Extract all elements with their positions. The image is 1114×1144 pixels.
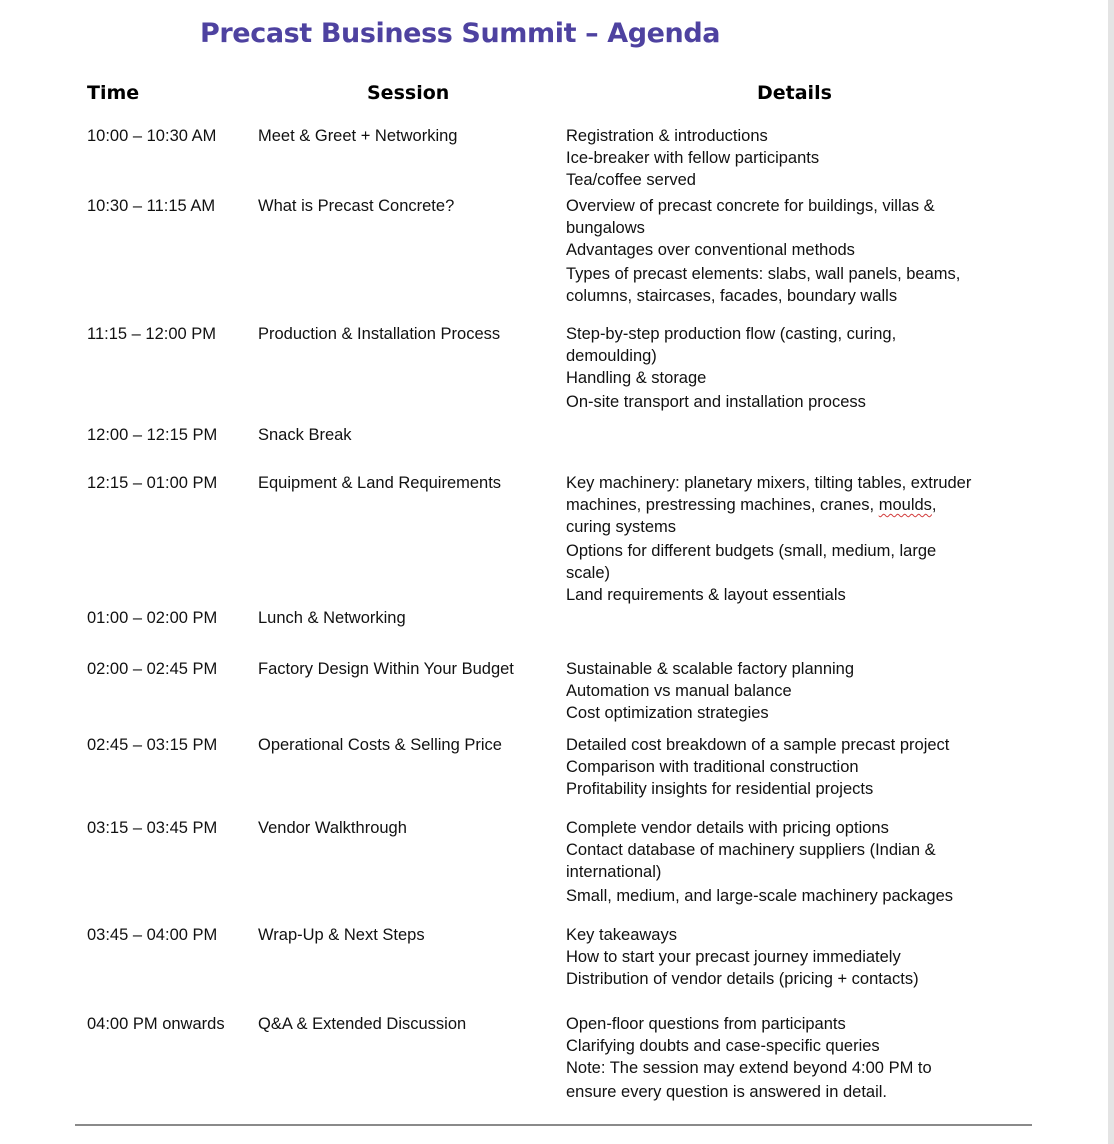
row-details xyxy=(566,125,819,191)
detail-line: Step-by-step production flow (casting, curing, xyxy=(566,325,897,343)
row-details xyxy=(566,658,854,724)
row-details xyxy=(566,323,896,413)
row-session: Q&A & Extended Discussion xyxy=(258,1015,467,1033)
detail-line: Key takeaways xyxy=(566,926,677,944)
detail-line: Types of precast elements: slabs, wall panels, beams, xyxy=(566,265,961,283)
row-session: Snack Break xyxy=(258,426,352,444)
detail-line: columns, staircases, facades, boundary walls xyxy=(566,287,898,305)
detail-line: Profitability insights for residential projects xyxy=(566,780,874,798)
detail-line: curing systems xyxy=(566,518,677,536)
row-time: 03:15 – 03:45 PM xyxy=(87,819,218,837)
row-time: 12:15 – 01:00 PM xyxy=(87,474,218,492)
detail-line: Complete vendor details with pricing options xyxy=(566,819,889,837)
detail-line: Advantages over conventional methods xyxy=(566,241,855,259)
row-time: 04:00 PM onwards xyxy=(87,1015,225,1033)
row-details xyxy=(566,195,960,307)
row-session: Wrap-Up & Next Steps xyxy=(258,926,425,944)
detail-line: Contact database of machinery suppliers (Indian & xyxy=(566,841,936,859)
detail-line: How to start your precast journey immediately xyxy=(566,948,901,966)
detail-line: Note: The session may extend beyond 4:00 PM to xyxy=(566,1059,932,1077)
row-time: 02:00 – 02:45 PM xyxy=(87,660,218,678)
detail-line: Automation vs manual balance xyxy=(566,682,792,700)
detail-line: scale) xyxy=(566,564,611,582)
detail-text: , xyxy=(931,496,937,514)
detail-line: demoulding) xyxy=(566,347,657,365)
column-header-session: Session xyxy=(367,82,450,104)
detail-line: Sustainable & scalable factory planning xyxy=(566,660,855,678)
row-details xyxy=(566,472,971,606)
row-session: Vendor Walkthrough xyxy=(258,819,407,837)
detail-line: Small, medium, and large-scale machinery packages xyxy=(566,887,954,905)
row-session: Production & Installation Process xyxy=(258,325,501,343)
row-details xyxy=(566,734,949,800)
row-time: 11:15 – 12:00 PM xyxy=(87,325,217,343)
row-details xyxy=(566,1013,932,1103)
row-session: Factory Design Within Your Budget xyxy=(258,660,514,678)
row-session: Equipment & Land Requirements xyxy=(258,474,502,492)
detail-line xyxy=(566,494,971,516)
row-time: 03:45 – 04:00 PM xyxy=(87,926,218,944)
detail-line: On-site transport and installation process xyxy=(566,393,866,411)
detail-line: international) xyxy=(566,863,662,881)
spellcheck-word: moulds xyxy=(878,496,932,514)
row-time: 12:00 – 12:15 PM xyxy=(87,426,218,444)
detail-line: Open-floor questions from participants xyxy=(566,1015,846,1033)
detail-line: Handling & storage xyxy=(566,369,707,387)
detail-line: Distribution of vendor details (pricing + contacts) xyxy=(566,970,919,988)
page-title: Precast Business Summit – Agenda xyxy=(200,18,721,49)
detail-line: Tea/coffee served xyxy=(566,171,696,189)
detail-line: Land requirements & layout essentials xyxy=(566,586,846,604)
row-time: 10:00 – 10:30 AM xyxy=(87,127,217,145)
horizontal-rule xyxy=(75,1124,1032,1126)
detail-line: Options for different budgets (small, medium, large xyxy=(566,542,937,560)
detail-line: Overview of precast concrete for buildings, villas & xyxy=(566,197,935,215)
row-details xyxy=(566,924,919,990)
detail-line: Cost optimization strategies xyxy=(566,704,769,722)
column-header-details: Details xyxy=(757,82,832,104)
detail-text: machines, prestressing machines, cranes, xyxy=(566,496,879,514)
detail-line: Ice-breaker with fellow participants xyxy=(566,149,820,167)
detail-line: Comparison with traditional construction xyxy=(566,758,859,776)
detail-line: Registration & introductions xyxy=(566,127,768,145)
detail-line: Key machinery: planetary mixers, tilting tables, extruder xyxy=(566,474,972,492)
row-session: Meet & Greet + Networking xyxy=(258,127,458,145)
detail-line: bungalows xyxy=(566,219,645,237)
detail-line: Clarifying doubts and case-specific queries xyxy=(566,1037,880,1055)
row-time: 10:30 – 11:15 AM xyxy=(87,197,216,215)
row-details xyxy=(566,817,953,907)
column-header-time: Time xyxy=(87,82,140,104)
detail-line: ensure every question is answered in detail. xyxy=(566,1083,888,1101)
row-session: Operational Costs & Selling Price xyxy=(258,736,502,754)
row-time: 02:45 – 03:15 PM xyxy=(87,736,218,754)
detail-line: Detailed cost breakdown of a sample precast project xyxy=(566,736,950,754)
page-edge xyxy=(1108,0,1114,1144)
row-session: What is Precast Concrete? xyxy=(258,197,455,215)
row-session: Lunch & Networking xyxy=(258,609,406,627)
row-time: 01:00 – 02:00 PM xyxy=(87,609,218,627)
